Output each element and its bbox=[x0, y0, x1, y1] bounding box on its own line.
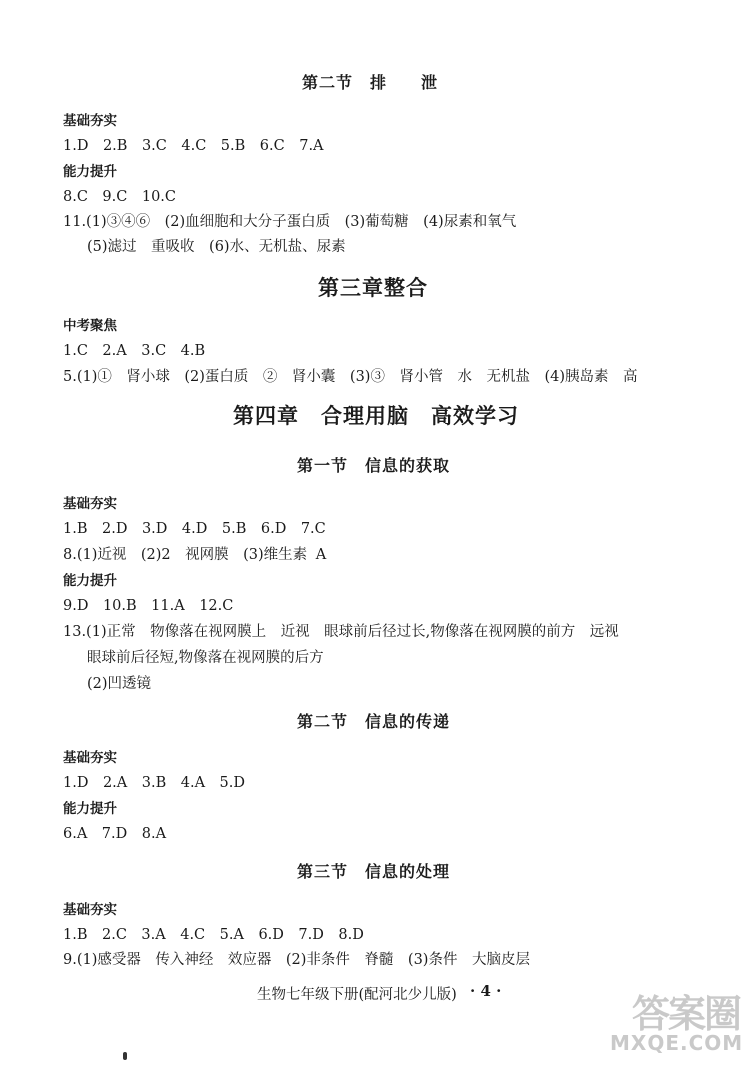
answer-line: 6.A 7.D 8.A bbox=[63, 826, 167, 842]
chapter-title-4: 第四章 合理用脑 高效学习 bbox=[233, 404, 519, 428]
label-advanced: 能力提升 bbox=[63, 801, 117, 817]
answer-line: 眼球前后径短,物像落在视网膜的后方 bbox=[87, 650, 324, 666]
answer-line: 1.D 2.A 3.B 4.A 5.D bbox=[63, 775, 246, 791]
answer-line: 8.(1)近视 (2)2 视网膜 (3)维生素 A bbox=[63, 547, 327, 563]
watermark-text: 答案圈 bbox=[631, 992, 740, 1036]
answer-line: (2)凹透镜 bbox=[87, 676, 152, 692]
section-title-processing: 第三节 信息的处理 bbox=[297, 862, 451, 881]
chapter-title-3: 第三章整合 bbox=[318, 276, 428, 300]
answer-line: 1.B 2.C 3.A 4.C 5.A 6.D 7.D 8.D bbox=[63, 927, 364, 943]
answer-line: 1.B 2.D 3.D 4.D 5.B 6.D 7.C bbox=[63, 521, 326, 537]
section-title-acquisition: 第一节 信息的获取 bbox=[297, 456, 451, 475]
answer-line: 13.(1)正常 物像落在视网膜上 近视 眼球前后径过长,物像落在视网膜的前方 远视 bbox=[63, 624, 619, 640]
answer-line: (5)滤过 重吸收 (6)水、无机盐、尿素 bbox=[87, 239, 346, 255]
answer-line: 8.C 9.C 10.C bbox=[63, 189, 177, 205]
answer-line: 1.C 2.A 3.C 4.B bbox=[63, 343, 206, 359]
label-basic: 基础夯实 bbox=[63, 902, 117, 918]
label-advanced: 能力提升 bbox=[63, 164, 117, 180]
label-basic: 基础夯实 bbox=[63, 750, 117, 766]
answer-line: 1.D 2.B 3.C 4.C 5.B 6.C 7.A bbox=[63, 138, 324, 154]
watermark-url: MXQE.COM bbox=[610, 1031, 744, 1055]
label-exam-focus: 中考聚焦 bbox=[63, 318, 117, 334]
answer-line: 9.(1)感受器 传入神经 效应器 (2)非条件 脊髓 (3)条件 大脑皮层 bbox=[63, 952, 530, 968]
page-number: · 4 · bbox=[470, 982, 502, 1000]
watermark-logo bbox=[610, 992, 744, 1067]
section-title-excretion: 第二节 排 泄 bbox=[302, 73, 439, 92]
print-speck bbox=[123, 1052, 127, 1060]
label-basic: 基础夯实 bbox=[63, 496, 117, 512]
answer-line: 11.(1)③④⑥ (2)血细胞和大分子蛋白质 (3)葡萄糖 (4)尿素和氧气 bbox=[63, 214, 517, 230]
label-basic: 基础夯实 bbox=[63, 113, 117, 129]
label-advanced: 能力提升 bbox=[63, 573, 117, 589]
section-title-transmission: 第二节 信息的传递 bbox=[297, 712, 451, 731]
answer-line: 5.(1)① 肾小球 (2)蛋白质 ② 肾小囊 (3)③ 肾小管 水 无机盐 (4)胰岛素 高 bbox=[63, 369, 638, 385]
answer-line: 9.D 10.B 11.A 12.C bbox=[63, 598, 234, 614]
footer-book-title: 生物七年级下册(配河北少儿版) bbox=[257, 987, 457, 1003]
